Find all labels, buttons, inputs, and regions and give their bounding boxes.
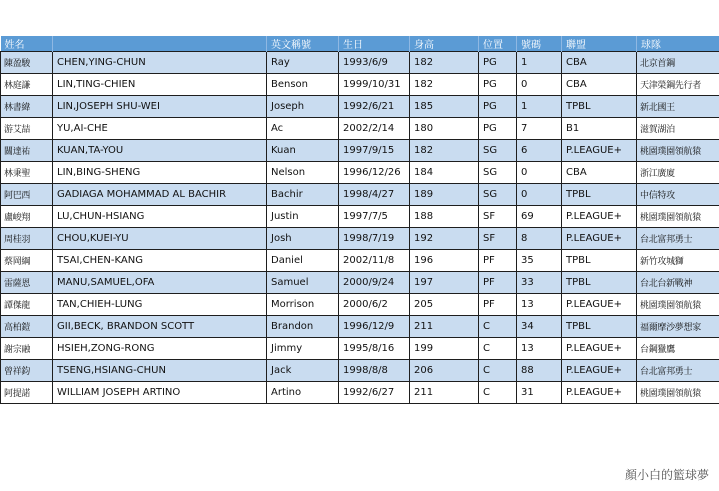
cell-full-name: CHEN,YING-CHUN (53, 52, 267, 74)
cell-position: SG (479, 162, 517, 184)
cell-team: 北京首鋼 (637, 52, 719, 74)
cell-height: 197 (410, 272, 479, 294)
cell-league: P.LEAGUE+ (562, 382, 637, 404)
cell-full-name: WILLIAM JOSEPH ARTINO (53, 382, 267, 404)
cell-league: TPBL (562, 96, 637, 118)
cell-height: 184 (410, 162, 479, 184)
cell-birthday: 1996/12/9 (339, 316, 410, 338)
header-number: 號碼 (517, 36, 562, 52)
cell-birthday: 1998/7/19 (339, 228, 410, 250)
cell-team: 新北國王 (637, 96, 719, 118)
cell-position: SG (479, 184, 517, 206)
cell-position: SF (479, 228, 517, 250)
table-row (1, 118, 719, 140)
header-league: 聯盟 (562, 36, 637, 52)
cell-chinese-name: 雷薩恩 (1, 272, 53, 294)
cell-position: SF (479, 206, 517, 228)
header-english-name: 英文稱號 (267, 36, 339, 52)
cell-english-name: Joseph (267, 96, 339, 118)
cell-birthday: 1996/12/26 (339, 162, 410, 184)
cell-team: 福爾摩沙夢想家 (637, 316, 719, 338)
cell-team: 桃園璞園領航猿 (637, 206, 719, 228)
header-position: 位置 (479, 36, 517, 52)
cell-league: CBA (562, 52, 637, 74)
cell-chinese-name: 謝宗融 (1, 338, 53, 360)
cell-height: 199 (410, 338, 479, 360)
cell-number: 1 (517, 96, 562, 118)
cell-full-name: KUAN,TA-YOU (53, 140, 267, 162)
cell-league: P.LEAGUE+ (562, 140, 637, 162)
cell-number: 13 (517, 294, 562, 316)
table-row (1, 250, 719, 272)
cell-league: TPBL (562, 272, 637, 294)
cell-english-name: Benson (267, 74, 339, 96)
cell-english-name: Josh (267, 228, 339, 250)
cell-position: PF (479, 294, 517, 316)
roster-table (0, 36, 719, 404)
cell-league: TPBL (562, 250, 637, 272)
cell-number: 34 (517, 316, 562, 338)
cell-position: C (479, 316, 517, 338)
cell-league: P.LEAGUE+ (562, 294, 637, 316)
header-blank (53, 36, 267, 52)
cell-birthday: 2002/11/8 (339, 250, 410, 272)
cell-full-name: LIN,JOSEPH SHU-WEI (53, 96, 267, 118)
cell-league: CBA (562, 74, 637, 96)
table-row (1, 382, 719, 404)
cell-full-name: GADIAGA MOHAMMAD AL BACHIR (53, 184, 267, 206)
cell-number: 13 (517, 338, 562, 360)
table-row (1, 228, 719, 250)
cell-chinese-name: 關達祐 (1, 140, 53, 162)
cell-position: PG (479, 118, 517, 140)
cell-chinese-name: 林秉聖 (1, 162, 53, 184)
cell-full-name: YU,AI-CHE (53, 118, 267, 140)
cell-team: 台鋼獵鷹 (637, 338, 719, 360)
cell-height: 180 (410, 118, 479, 140)
cell-number: 1 (517, 52, 562, 74)
cell-position: SG (479, 140, 517, 162)
cell-birthday: 2000/6/2 (339, 294, 410, 316)
table-row (1, 162, 719, 184)
cell-chinese-name: 譚傑龍 (1, 294, 53, 316)
cell-full-name: CHOU,KUEI-YU (53, 228, 267, 250)
cell-position: PF (479, 250, 517, 272)
table-row (1, 52, 719, 74)
cell-position: PG (479, 96, 517, 118)
cell-full-name: MANU,SAMUEL,OFA (53, 272, 267, 294)
cell-english-name: Daniel (267, 250, 339, 272)
cell-team: 桃園璞園領航猿 (637, 140, 719, 162)
cell-birthday: 2002/2/14 (339, 118, 410, 140)
cell-english-name: Samuel (267, 272, 339, 294)
cell-height: 206 (410, 360, 479, 382)
cell-position: C (479, 382, 517, 404)
header-row (1, 36, 719, 52)
header-name: 姓名 (1, 36, 53, 52)
cell-birthday: 1992/6/21 (339, 96, 410, 118)
cell-full-name: GII,BECK, BRANDON SCOTT (53, 316, 267, 338)
cell-chinese-name: 曾祥鈞 (1, 360, 53, 382)
cell-chinese-name: 阿提諾 (1, 382, 53, 404)
table-row (1, 316, 719, 338)
header-height: 身高 (410, 36, 479, 52)
cell-league: B1 (562, 118, 637, 140)
cell-english-name: Nelson (267, 162, 339, 184)
cell-birthday: 1999/10/31 (339, 74, 410, 96)
cell-height: 196 (410, 250, 479, 272)
cell-english-name: Jimmy (267, 338, 339, 360)
cell-chinese-name: 阿巴西 (1, 184, 53, 206)
cell-height: 189 (410, 184, 479, 206)
table-row (1, 294, 719, 316)
cell-team: 台北台新戰神 (637, 272, 719, 294)
table-row (1, 206, 719, 228)
cell-height: 205 (410, 294, 479, 316)
cell-team: 中信特攻 (637, 184, 719, 206)
cell-team: 台北富邦勇士 (637, 360, 719, 382)
cell-team: 台北富邦勇士 (637, 228, 719, 250)
header-birthday: 生日 (339, 36, 410, 52)
cell-chinese-name: 林書緯 (1, 96, 53, 118)
cell-birthday: 1998/4/27 (339, 184, 410, 206)
cell-position: PF (479, 272, 517, 294)
table-row (1, 96, 719, 118)
cell-league: P.LEAGUE+ (562, 360, 637, 382)
cell-number: 8 (517, 228, 562, 250)
cell-league: P.LEAGUE+ (562, 228, 637, 250)
table-row (1, 360, 719, 382)
table-row (1, 272, 719, 294)
cell-position: PG (479, 74, 517, 96)
cell-birthday: 1998/8/8 (339, 360, 410, 382)
table-row (1, 184, 719, 206)
cell-league: CBA (562, 162, 637, 184)
cell-english-name: Morrison (267, 294, 339, 316)
cell-chinese-name: 高柏鎧 (1, 316, 53, 338)
cell-team: 新竹攻城獅 (637, 250, 719, 272)
cell-team: 浙江廣廈 (637, 162, 719, 184)
cell-number: 6 (517, 140, 562, 162)
cell-position: C (479, 338, 517, 360)
cell-number: 31 (517, 382, 562, 404)
cell-height: 192 (410, 228, 479, 250)
cell-english-name: Brandon (267, 316, 339, 338)
cell-full-name: LIN,TING-CHIEN (53, 74, 267, 96)
cell-height: 211 (410, 316, 479, 338)
cell-number: 69 (517, 206, 562, 228)
cell-chinese-name: 盧峻翔 (1, 206, 53, 228)
table-row (1, 338, 719, 360)
cell-birthday: 1993/6/9 (339, 52, 410, 74)
header-team: 球隊 (637, 36, 719, 52)
cell-position: C (479, 360, 517, 382)
cell-birthday: 1997/7/5 (339, 206, 410, 228)
cell-full-name: HSIEH,ZONG-RONG (53, 338, 267, 360)
cell-english-name: Bachir (267, 184, 339, 206)
cell-league: TPBL (562, 184, 637, 206)
cell-height: 185 (410, 96, 479, 118)
cell-full-name: TAN,CHIEH-LUNG (53, 294, 267, 316)
cell-english-name: Jack (267, 360, 339, 382)
cell-height: 182 (410, 140, 479, 162)
cell-chinese-name: 蔡岡綱 (1, 250, 53, 272)
table-row (1, 74, 719, 96)
cell-number: 33 (517, 272, 562, 294)
cell-birthday: 1995/8/16 (339, 338, 410, 360)
cell-position: PG (479, 52, 517, 74)
cell-number: 88 (517, 360, 562, 382)
cell-team: 桃園璞園領航猿 (637, 294, 719, 316)
cell-league: P.LEAGUE+ (562, 206, 637, 228)
cell-chinese-name: 陳盈駿 (1, 52, 53, 74)
cell-english-name: Ray (267, 52, 339, 74)
cell-birthday: 1997/9/15 (339, 140, 410, 162)
roster-sheet (0, 36, 719, 404)
table-row (1, 140, 719, 162)
cell-number: 7 (517, 118, 562, 140)
cell-english-name: Artino (267, 382, 339, 404)
cell-team: 桃園璞園領航猿 (637, 382, 719, 404)
cell-full-name: LU,CHUN-HSIANG (53, 206, 267, 228)
cell-height: 182 (410, 74, 479, 96)
cell-english-name: Justin (267, 206, 339, 228)
cell-league: TPBL (562, 316, 637, 338)
cell-team: 滋賀湖泊 (637, 118, 719, 140)
cell-number: 0 (517, 162, 562, 184)
watermark: 顏小白的籃球夢 (624, 468, 709, 482)
cell-number: 35 (517, 250, 562, 272)
cell-height: 211 (410, 382, 479, 404)
cell-english-name: Ac (267, 118, 339, 140)
cell-chinese-name: 周桂羽 (1, 228, 53, 250)
cell-full-name: LIN,BING-SHENG (53, 162, 267, 184)
cell-league: P.LEAGUE+ (562, 338, 637, 360)
cell-full-name: TSAI,CHEN-KANG (53, 250, 267, 272)
cell-birthday: 1992/6/27 (339, 382, 410, 404)
cell-number: 0 (517, 184, 562, 206)
cell-height: 188 (410, 206, 479, 228)
cell-english-name: Kuan (267, 140, 339, 162)
cell-full-name: TSENG,HSIANG-CHUN (53, 360, 267, 382)
cell-chinese-name: 林庭謙 (1, 74, 53, 96)
cell-birthday: 2000/9/24 (339, 272, 410, 294)
cell-number: 0 (517, 74, 562, 96)
cell-team: 天津榮鋼先行者 (637, 74, 719, 96)
cell-height: 182 (410, 52, 479, 74)
cell-chinese-name: 游艾喆 (1, 118, 53, 140)
